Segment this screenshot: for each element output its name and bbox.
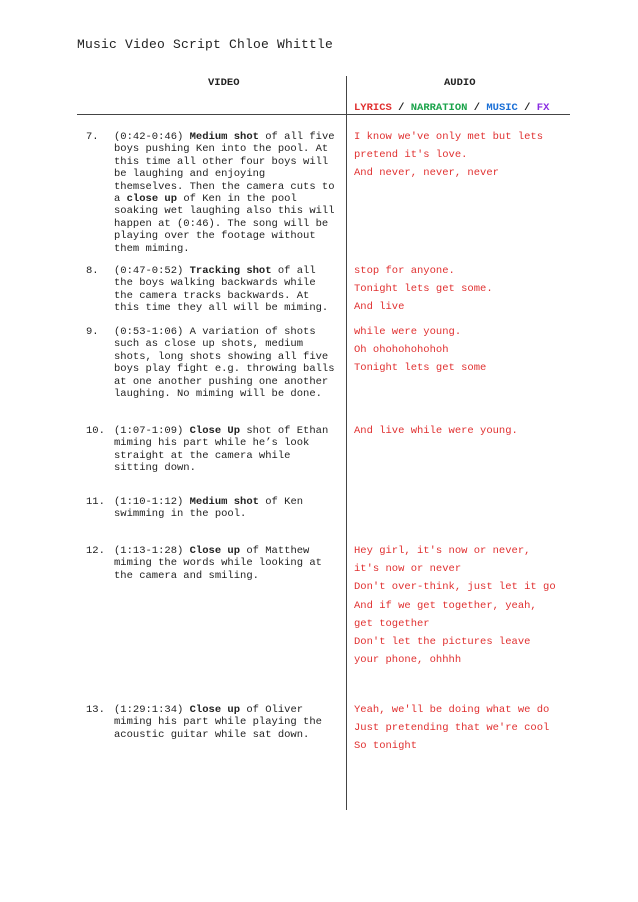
- shot-number: 11.: [86, 496, 105, 508]
- video-text-segment: (1:07-1:09): [114, 425, 190, 437]
- lyric-line: And live: [354, 301, 405, 314]
- legend-separator: /: [391, 102, 411, 114]
- shot-type: Close up: [189, 704, 241, 716]
- legend-narration: NARRATION: [410, 102, 468, 114]
- lyric-line: So tonight: [354, 740, 418, 753]
- video-text-segment: (0:53-1:06) A variation of shots such as close up shots, medium shots, long shots showing all five boys play fight e.g. throwing balls at one another pushing one another laughing. No miming will be done.: [114, 326, 335, 401]
- lyric-line: Tonight lets get some.: [354, 283, 493, 296]
- shot-number: 9.: [86, 326, 99, 338]
- video-description: [114, 545, 346, 582]
- video-text-segment: of all five boys pushing Ken into the pool. At this time all other four boys will be laughing and enjoying themselves. Then the camera cuts to a: [114, 131, 335, 206]
- document-title: Music Video Script Chloe Whittle: [77, 37, 334, 52]
- shot-type: Close Up: [189, 425, 241, 437]
- video-text-segment: (1:13-1:28): [114, 545, 190, 557]
- video-text-segment: (0:47-0:52): [114, 265, 190, 277]
- legend-music: MUSIC: [486, 102, 518, 114]
- shot-type: Close up: [189, 545, 241, 557]
- lyric-line: And never, never, never: [354, 167, 499, 180]
- lyric-line: stop for anyone.: [354, 265, 455, 277]
- audio-column-header: AUDIO: [444, 77, 476, 89]
- video-text-segment: of all the boys walking backwards while the camera tracks backwards. At this time they all will be miming.: [114, 265, 329, 315]
- lyric-line: while were young.: [354, 326, 462, 338]
- video-description: [114, 425, 346, 475]
- lyric-line: your phone, ohhhh: [354, 654, 462, 667]
- shot-type: close up: [126, 193, 178, 206]
- audio-lyrics: [354, 265, 604, 320]
- lyric-line: Don't let the pictures leave: [354, 635, 531, 648]
- video-description: [114, 704, 346, 741]
- lyric-line: Oh ohohohohohoh: [354, 344, 449, 357]
- video-description: [114, 496, 346, 521]
- video-text-segment: of Ken swimming in the pool.: [114, 496, 304, 521]
- legend-lyrics: LYRICS: [354, 102, 392, 114]
- legend-fx: FX: [536, 102, 550, 114]
- lyric-line: Don't over-think, just let it go: [354, 581, 556, 594]
- lyric-line: I know we've only met but lets: [354, 131, 544, 143]
- lyric-line: And if we get together, yeah,: [354, 599, 537, 612]
- video-description: [114, 265, 346, 315]
- video-text-segment: (0:42-0:46): [114, 131, 190, 143]
- shot-number: 7.: [86, 131, 99, 143]
- audio-lyrics: [354, 704, 604, 759]
- video-text-segment: of Matthew miming the words while looking at the camera and smiling.: [114, 545, 322, 582]
- shot-type: Medium shot: [189, 131, 259, 143]
- lyric-line: get together: [354, 617, 430, 630]
- shot-number: 10.: [86, 425, 105, 437]
- lyric-line: Yeah, we'll be doing what we do: [354, 704, 550, 716]
- lyric-line: it's now or never: [354, 563, 462, 576]
- video-text-segment: shot of Ethan miming his part while he’s look straight at the camera while sitting down.: [114, 425, 329, 475]
- legend-separator: /: [517, 102, 537, 114]
- lyric-line: pretend it's love.: [354, 149, 468, 162]
- video-description: [114, 326, 346, 400]
- shot-type: Tracking shot: [189, 265, 272, 277]
- video-text-segment: of Ken in the pool soaking wet laughing also this will happen at (0:46). The song will be playing over the footage without them miming.: [114, 193, 335, 255]
- header-divider: [77, 114, 570, 115]
- lyric-line: Just pretending that we're cool: [354, 722, 550, 735]
- audio-lyrics: [354, 131, 604, 186]
- audio-legend: [354, 102, 549, 114]
- shot-number: 12.: [86, 545, 105, 557]
- shot-type: Medium shot: [189, 496, 259, 508]
- video-column-header: VIDEO: [208, 77, 240, 89]
- video-text-segment: (1:29:1:34): [114, 704, 190, 716]
- video-description: [114, 131, 346, 255]
- shot-number: 8.: [86, 265, 99, 277]
- shot-number: 13.: [86, 704, 105, 716]
- video-text-segment: of Oliver miming his part while playing the acoustic guitar while sat down.: [114, 704, 322, 741]
- lyric-line: Tonight lets get some: [354, 362, 487, 375]
- video-text-segment: (1:10-1:12): [114, 496, 190, 508]
- audio-lyrics: [354, 425, 604, 443]
- audio-lyrics: [354, 326, 604, 381]
- legend-separator: /: [467, 102, 487, 114]
- column-divider: [346, 76, 347, 810]
- audio-lyrics: [354, 545, 604, 672]
- lyric-line: Hey girl, it's now or never,: [354, 545, 531, 557]
- lyric-line: And live while were young.: [354, 425, 518, 437]
